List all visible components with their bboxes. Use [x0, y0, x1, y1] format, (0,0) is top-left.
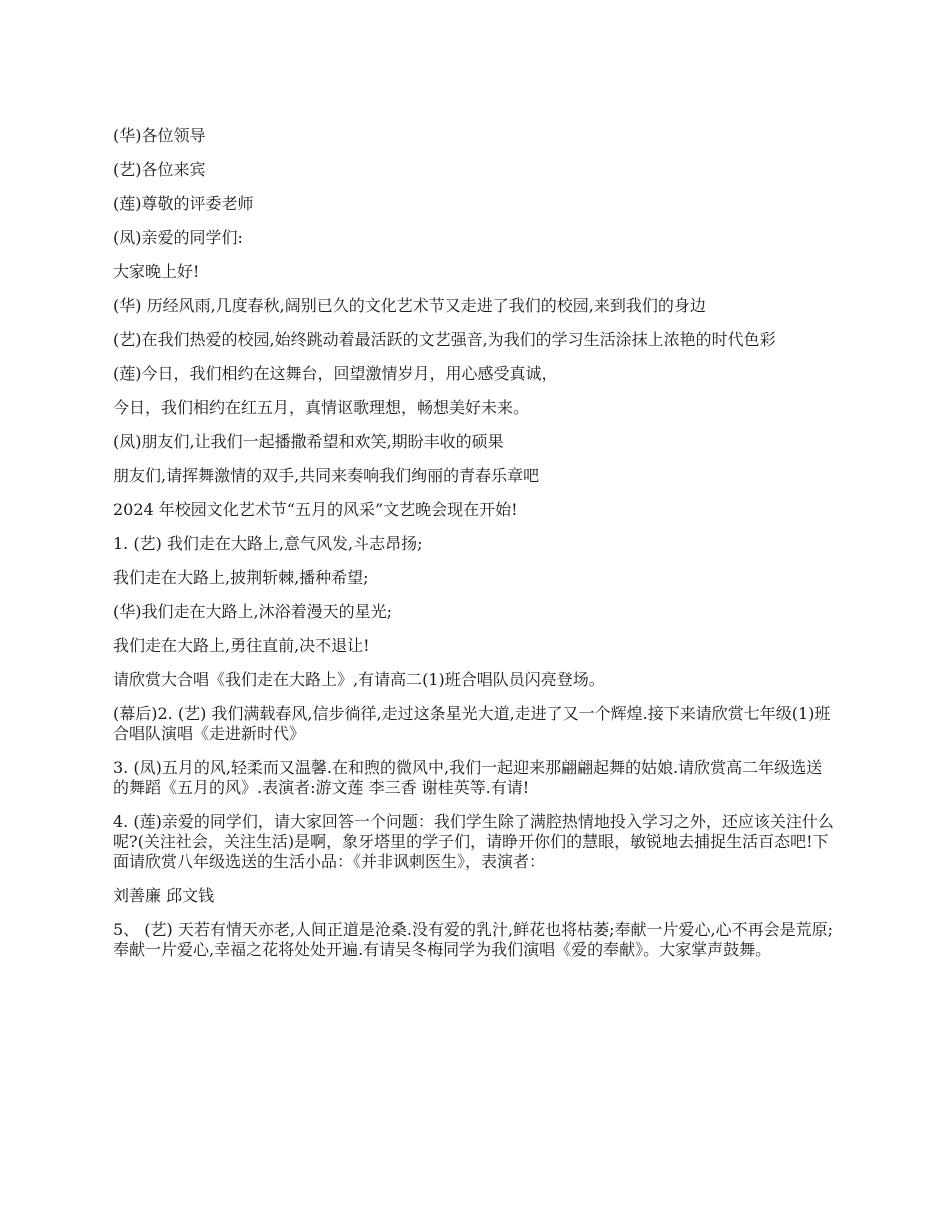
paragraph-item-1-line-4: 我们走在大路上,勇往直前,决不退让!: [113, 636, 370, 655]
paragraph-greeting-leaders: (华)各位领导: [113, 126, 206, 145]
paragraph-opening-6: 朋友们,请挥舞激情的双手,共同来奏响我们绚丽的青春乐章吧: [113, 466, 540, 485]
paragraph-opening-2: (艺)在我们热爱的校园,始终跳动着最活跃的文艺强音,为我们的学习生活涂抹上浓艳的时代色彩: [113, 330, 776, 349]
paragraph-opening-3: (莲)今日，我们相约在这舞台，回望激情岁月，用心感受真诚，: [113, 364, 558, 383]
document-body: [113, 126, 838, 974]
paragraph-item-1-line-2: 我们走在大路上,披荆斩棘,播种希望;: [113, 568, 369, 587]
paragraph-item-1-line-1: 1. (艺) 我们走在大路上,意气风发,斗志昂扬;: [113, 534, 423, 553]
paragraph-item-1-intro: 请欣赏大合唱《我们走在大路上》,有请高二(1)班合唱队员闪亮登场。: [113, 670, 605, 689]
paragraph-start-announcement: 2024 年校园文化艺术节“五月的风采”文艺晚会现在开始!: [113, 500, 518, 519]
paragraph-item-1-line-3: (华)我们走在大路上,沐浴着漫天的星光;: [113, 602, 392, 621]
paragraph-item-4-performers: 刘善廉 邱文钱: [113, 886, 215, 905]
paragraph-opening-5: (凤)朋友们,让我们一起播撒希望和欢笑,期盼丰收的硕果: [113, 432, 504, 451]
paragraph-item-3: 3. (凤)五月的风,轻柔而又温馨.在和煦的微风中,我们一起迎来那翩翩起舞的姑娘.请欣赏高二年级选送的舞蹈《五月的风》.表演者:游文莲 李三香 谢桂英等.有请!: [113, 758, 823, 797]
paragraph-greeting-guests: (艺)各位来宾: [113, 160, 206, 179]
paragraph-opening-1: (华) 历经风雨,几度春秋,阔别已久的文化艺术节又走进了我们的校园,来到我们的身边: [113, 296, 706, 315]
paragraph-opening-4: 今日，我们相约在红五月，真情讴歌理想，畅想美好未来。: [113, 398, 530, 417]
paragraph-item-5: 5、 (艺) 天若有情天亦老,人间正道是沧桑.没有爱的乳汁,鲜花也将枯萎;奉献一片爱心,心不再会是荒原; 奉献一片爱心,幸福之花将处处开遍.有请吴冬梅同学为我们演唱《爱的奉献》。大家掌声鼓舞。: [113, 920, 833, 959]
paragraph-item-4: 4. (莲)亲爱的同学们，请大家回答一个问题：我们学生除了满腔热情地投入学习之外，还应该关注什么呢?(关注社会，关注生活)是啊，象牙塔里的学子们，请睁开你们的慧眼，敏锐地去捕捉生活百态吧!下面请欣赏八年级选送的生活小品：《并非讽刺医生》，表演者：: [113, 812, 834, 871]
paragraph-item-2: (幕后)2. (艺) 我们满载春风,信步徜徉,走过这条星光大道,走进了又一个辉煌.接下来请欣赏七年级(1)班合唱队演唱《走进新时代》: [113, 704, 831, 743]
paragraph-greeting-students: (凤)亲爱的同学们:: [113, 228, 243, 247]
paragraph-greeting-judges: (莲)尊敬的评委老师: [113, 194, 254, 213]
paragraph-good-evening: 大家晚上好!: [113, 262, 200, 281]
